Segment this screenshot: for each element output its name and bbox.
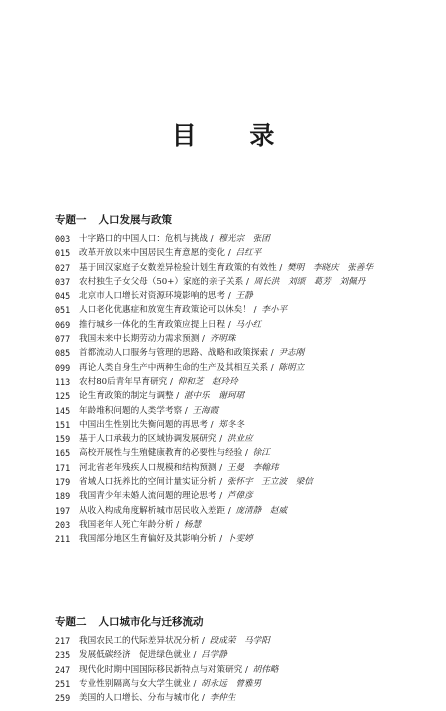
separator: /	[207, 234, 217, 244]
entry-title: 改革开放以来中国居民生育意愿的变化	[79, 248, 226, 259]
entry-title: 省域人口抚养比的空间计量实证分析	[79, 477, 217, 488]
entry-title: 我国老年人死亡年龄分析	[79, 519, 174, 530]
entry-authors: 洪业应	[226, 434, 253, 445]
section-title: 人口城市化与迁移流动	[98, 616, 204, 628]
entry-title: 从收入构成角度解析城市居民收入差距	[79, 505, 226, 516]
page-number: 027	[55, 262, 71, 273]
entry-authors: 郑冬冬	[218, 419, 245, 430]
page-number: 125	[55, 391, 71, 402]
toc-entry[interactable]	[55, 634, 435, 648]
page-number: 251	[55, 678, 71, 689]
entry-title: 农村独生子女父母（50+）家庭的亲子关系	[79, 276, 244, 287]
entry-authors: 尹志刚	[278, 348, 305, 359]
separator: /	[225, 505, 234, 516]
toc-entry[interactable]	[55, 446, 435, 460]
separator: /	[216, 491, 225, 502]
toc-entry[interactable]	[55, 332, 435, 346]
page-number: 077	[55, 334, 71, 345]
separator: /	[250, 305, 260, 316]
entry-title: 论生育政策的制定与调整	[79, 391, 174, 402]
page-number: 045	[55, 291, 71, 302]
toc-entry[interactable]	[55, 691, 435, 705]
entry-title: 专业性别隔离与女大学生就业	[79, 678, 191, 689]
separator: /	[216, 477, 225, 488]
separator: /	[216, 462, 225, 473]
entry-title: 农村80后青年早育研究	[79, 376, 168, 387]
entry-authors: 陈明立	[278, 362, 305, 373]
toc-entry[interactable]	[55, 432, 435, 446]
section-heading	[55, 614, 435, 630]
entry-title: 首都流动人口服务与管理的思路、战略和政策探索	[79, 348, 269, 359]
page-title: 目 录	[171, 121, 297, 150]
separator: /	[268, 362, 277, 373]
toc-entry[interactable]	[55, 261, 435, 275]
separator: /	[182, 405, 191, 416]
entry-title: 美国的人口增长、分布与城市化	[79, 693, 200, 704]
page-number: 003	[55, 234, 71, 244]
separator: /	[199, 693, 208, 704]
separator: /	[242, 664, 251, 675]
toc-entry[interactable]	[55, 418, 435, 432]
page-number: 211	[55, 534, 71, 545]
entry-title: 我国青少年未婚人流问题的理论思考	[79, 491, 217, 502]
toc-entry[interactable]	[55, 303, 435, 317]
entry-authors: 张怀宇 王立波 梁信	[226, 477, 313, 488]
separator: /	[173, 519, 182, 530]
separator: /	[167, 376, 176, 387]
page-number: 037	[55, 276, 71, 287]
entry-authors: 芦偉彦	[226, 491, 253, 502]
entry-authors: 周长洪 刘颂 葛芳 刘佩丹	[253, 276, 366, 287]
page-number: 247	[55, 664, 71, 675]
section-2	[55, 614, 435, 705]
entry-authors: 湛中乐 谢珂珺	[183, 391, 245, 402]
separator: /	[173, 391, 182, 402]
section-title: 人口发展与政策	[98, 214, 172, 226]
entry-authors: 齐明珠	[209, 334, 236, 345]
separator: /	[268, 348, 277, 359]
toc-entry[interactable]	[55, 461, 435, 475]
page-number: 145	[55, 405, 71, 416]
entry-authors: 李小平	[261, 305, 288, 316]
separator: /	[216, 534, 225, 545]
separator: /	[225, 248, 234, 259]
page-number: 085	[55, 348, 71, 359]
entry-authors: 穆光宗 张团	[218, 234, 270, 244]
entry-title: 北京市人口增长对资源环境影响的思考	[79, 291, 226, 302]
toc-entry[interactable]	[55, 246, 435, 260]
entry-authors: 王静	[235, 291, 253, 302]
page-number: 259	[55, 693, 71, 704]
toc-entry[interactable]	[55, 475, 435, 489]
entry-title: 我国农民工的代际差异状况分析	[79, 636, 200, 646]
page-number: 051	[55, 305, 71, 316]
separator: /	[243, 276, 252, 287]
entry-authors: 胡伟略	[252, 664, 279, 675]
entry-authors: 杨慧	[183, 519, 202, 530]
separator: /	[207, 419, 217, 430]
section-heading	[55, 212, 435, 228]
toc-entry[interactable]	[55, 232, 435, 246]
entry-title: 我国未来中长期劳动力需求预测	[79, 334, 200, 345]
page-number: 203	[55, 519, 71, 530]
page-number: 113	[55, 376, 71, 387]
page-number: 015	[55, 248, 71, 259]
toc-entry[interactable]	[55, 289, 435, 303]
toc-entry[interactable]	[55, 375, 435, 389]
toc-entry[interactable]	[55, 318, 435, 332]
separator: /	[199, 334, 208, 345]
separator: /	[276, 262, 286, 273]
entry-authors: 徐江	[252, 448, 270, 459]
page-number: 159	[55, 434, 71, 445]
separator: /	[190, 678, 200, 689]
entry-title: 发展低碳经济 促进绿色就业	[79, 650, 191, 661]
section-label: 专题二	[55, 616, 87, 628]
entry-authors: 樊明 李晓庆 张善华	[287, 262, 373, 273]
page-number: 165	[55, 448, 71, 459]
separator: /	[199, 636, 208, 646]
entry-title: 中国出生性别比失衡问题的再思考	[79, 419, 208, 430]
entry-authors: 仰和芝 赵玲玲	[177, 376, 238, 387]
toc-entry[interactable]	[55, 504, 435, 518]
entry-title: 河北省老年残疾人口规模和结构预测	[79, 462, 217, 473]
entry-title: 人口老化优惠症和放宽生育政策论可以休矣！	[79, 305, 251, 316]
toc-entry[interactable]	[55, 275, 435, 289]
toc-entry[interactable]	[55, 663, 435, 677]
separator: /	[225, 319, 234, 330]
entry-authors: 卜雯婷	[226, 534, 253, 545]
entry-authors: 吕红平	[235, 248, 262, 259]
separator: /	[190, 650, 200, 661]
separator: /	[242, 448, 251, 459]
entry-authors: 胡永远 曾雅男	[201, 678, 262, 689]
toc-entry[interactable]	[55, 346, 435, 360]
entry-authors: 李仲生	[209, 693, 236, 704]
entry-title: 我国部分地区生育偏好及其影响分析	[79, 534, 217, 545]
section-1	[55, 212, 435, 547]
entry-title: 现代化时期中国国际移民新特点与对策研究	[79, 664, 243, 675]
entry-authors: 马小红	[235, 319, 262, 330]
toc-entry[interactable]	[55, 532, 435, 546]
page-number: 217	[55, 636, 71, 646]
toc-entry[interactable]	[55, 361, 435, 375]
toc-entry[interactable]	[55, 518, 435, 532]
entry-title: 年龄堆积问题的人类学考察	[79, 405, 183, 416]
separator: /	[225, 291, 234, 302]
entry-title: 再论人类自身生产中两种生命的生产及其相互关系	[79, 362, 269, 373]
page-number: 069	[55, 319, 71, 330]
page-number: 171	[55, 462, 71, 473]
page-number: 189	[55, 491, 71, 502]
toc-entry[interactable]	[55, 389, 435, 403]
entry-authors: 吕学静	[201, 650, 227, 661]
section-label: 专题一	[55, 214, 87, 226]
entry-authors: 段成荣 马学阳	[209, 636, 270, 646]
separator: /	[216, 434, 225, 445]
entry-title: 高校开展性与生殖健康教育的必要性与经验	[79, 448, 243, 459]
toc-entry[interactable]	[55, 648, 435, 662]
page-number: 197	[55, 505, 71, 516]
entry-title: 基于人口承载力的区域协调发展研究	[79, 434, 217, 445]
entry-title: 推行城乡一体化的生育政策应提上日程	[79, 319, 226, 330]
entry-authors: 王海霞	[192, 405, 219, 416]
entry-title: 十字路口的中国人口：危机与挑战	[79, 234, 208, 244]
entry-authors: 庞清静 赵威	[235, 505, 288, 516]
page-number: 235	[55, 650, 71, 661]
toc-entry[interactable]	[55, 489, 435, 503]
toc-entry[interactable]	[55, 404, 435, 418]
entry-authors: 王曼 李翰玮	[226, 462, 279, 473]
page-number: 151	[55, 419, 71, 430]
page-number: 179	[55, 477, 71, 488]
entry-title: 基于回汉家庭子女数差异检验计划生育政策的有效性	[79, 262, 277, 273]
page-number: 099	[55, 362, 71, 373]
toc-entry[interactable]	[55, 677, 435, 691]
